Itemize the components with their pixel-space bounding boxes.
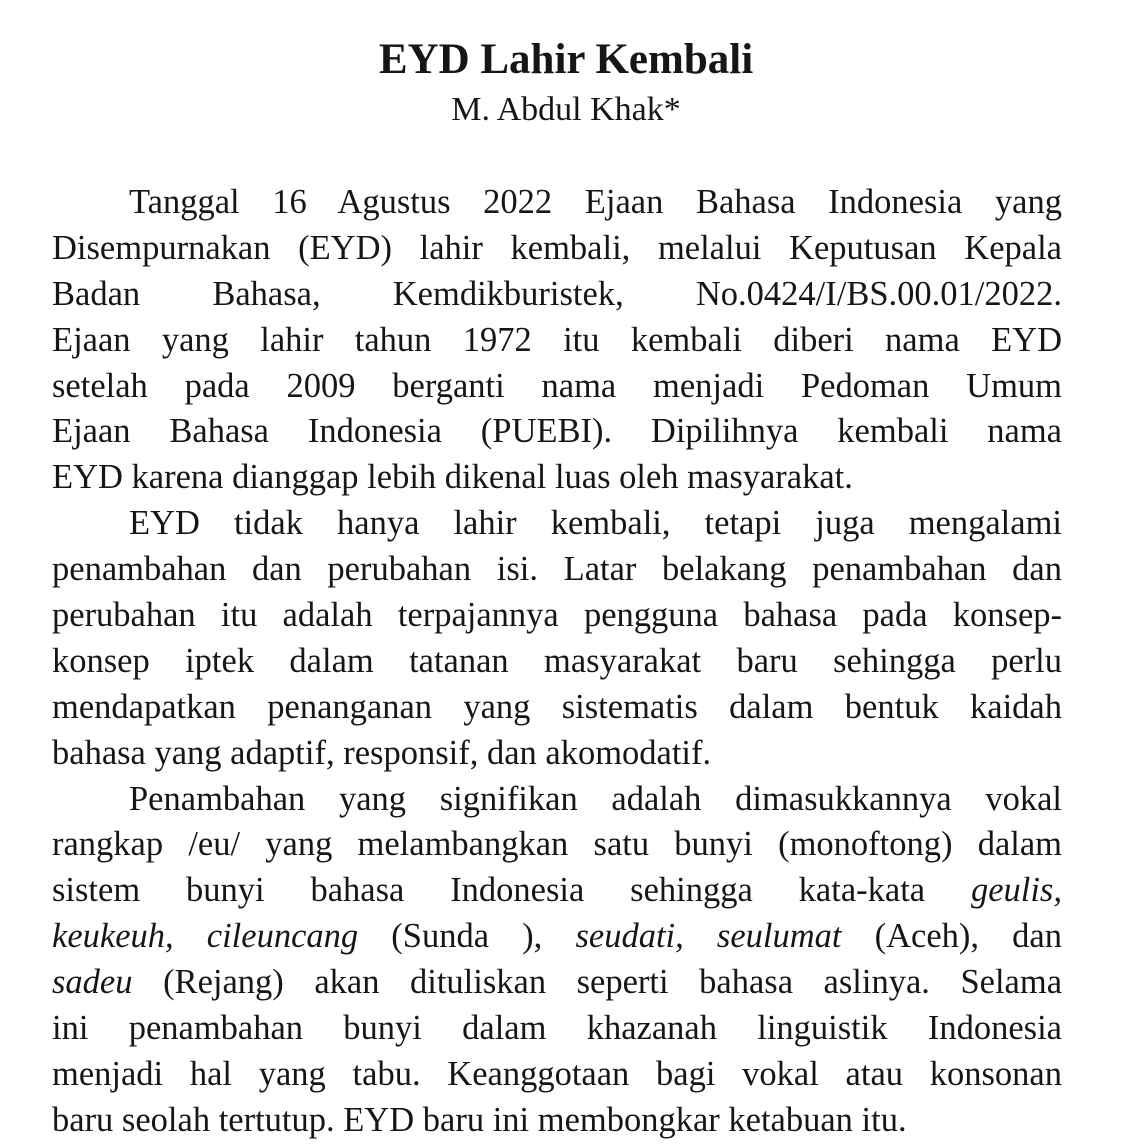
paragraph-3 [52,777,1062,1144]
text-line: ini penambahan bunyi dalam khazanah linguistik Indonesia [52,1009,1062,1048]
text-line: Badan Bahasa, Kemdikburistek, No.0424/I/BS.00.01/2022. [52,274,1062,313]
text-line: setelah pada 2009 berganti nama menjadi Pedoman Umum [52,366,1062,405]
paragraph-2 [52,501,1062,776]
text-line: baru seolah tertutup. EYD baru ini membongkar ketabuan itu. [52,1100,907,1139]
italic-term: seudati, seulumat [575,917,842,956]
text-line [52,960,1062,1006]
text-segment: sistem bunyi bahasa Indonesia sehingga kata-kata [52,871,926,910]
text-segment: (Aceh), dan [874,917,1062,956]
italic-term: sadeu [52,963,133,1002]
text-line: konsep iptek dalam tatanan masyarakat baru sehingga perlu [52,641,1062,680]
text-line: EYD tidak hanya lahir kembali, tetapi juga mengalami [129,504,1062,543]
text-line: Tanggal 16 Agustus 2022 Ejaan Bahasa Indonesia yang [129,183,1062,221]
text-line: Penambahan yang signifikan adalah dimasukkannya vokal [129,779,1062,818]
text-line: Ejaan yang lahir tahun 1972 itu kembali diberi nama EYD [52,320,1062,359]
article-title: EYD Lahir Kembali [378,36,754,83]
text-line [52,868,1062,914]
text-line [52,914,1062,960]
text-line: EYD karena dianggap lebih dikenal luas oleh masyarakat. [52,458,853,497]
text-line: rangkap /eu/ yang melambangkan satu bunyi (monoftong) dalam [52,825,1062,864]
text-line: bahasa yang adaptif, responsif, dan akomodatif. [52,733,712,772]
text-segment: (Rejang) akan dituliskan seperti bahasa aslinya. Selama [163,963,1063,1002]
text-line: penambahan dan perubahan isi. Latar belakang penambahan dan [52,550,1062,589]
paragraph-1 [52,180,1062,501]
text-line: Disempurnakan (EYD) lahir kembali, melalui Keputusan Kepala [52,228,1062,267]
text-line: mendapatkan penanganan yang sistematis dalam bentuk kaidah [52,687,1062,726]
article-author: M. Abdul Khak* [451,91,681,128]
text-segment: (Sunda ), [391,917,543,956]
article-body [52,180,1062,1144]
italic-term: geulis, [970,871,1062,910]
text-line: menjadi hal yang tabu. Keanggotaan bagi vokal atau konsonan [52,1054,1062,1093]
text-line: perubahan itu adalah terpajannya pengguna bahasa pada konsep- [52,596,1062,635]
text-line: Ejaan Bahasa Indonesia (PUEBI). Dipilihnya kembali nama [52,412,1062,451]
italic-term: keukeuh, cileuncang [52,917,359,956]
